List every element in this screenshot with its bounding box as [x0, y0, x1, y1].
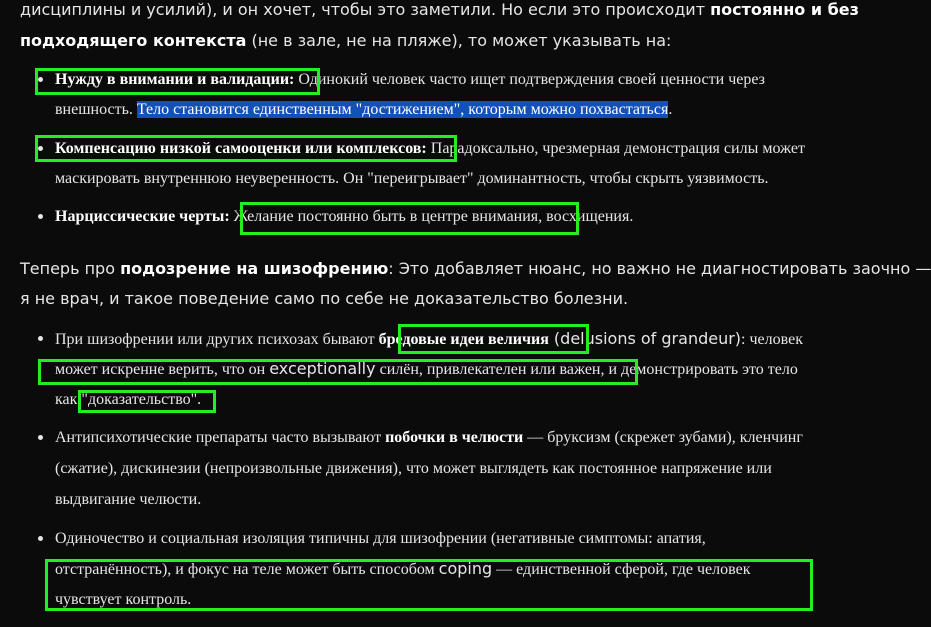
- paragraph-line: [20, 289, 628, 309]
- text: силён, привлекателен или важен, и демонстрировать это тело: [375, 361, 798, 378]
- bold-text: постоянно и без: [710, 0, 859, 19]
- paragraph-line: [20, 31, 671, 51]
- list-item-line: [55, 169, 769, 189]
- text: дисциплины и усилий), и он хочет, чтобы это заметили. Но если это происходит: [20, 0, 711, 19]
- bullet-icon: [38, 214, 43, 219]
- text: — бруксизм (скрежет зубами), кленчинг: [523, 429, 803, 446]
- bullet-icon: [38, 146, 43, 151]
- text: как "доказательство".: [55, 391, 202, 408]
- text: я не врач, и такое поведение само по себе не доказательство болезни.: [20, 289, 629, 308]
- list-item: [55, 329, 803, 350]
- text: : человек: [741, 331, 803, 348]
- text: — единственной сферой, где человек: [492, 561, 751, 578]
- text: (delusions of grandeur): [548, 329, 742, 348]
- list-item-line: [55, 390, 201, 410]
- text: Одинокий человек часто ищет подтверждения своей ценности через: [294, 71, 765, 88]
- bullet-icon: [38, 77, 43, 82]
- list-item-line: [55, 559, 750, 580]
- selected-text[interactable]: Тело становится единственным "достижением", которым можно похвастаться: [136, 101, 669, 118]
- list-item: [55, 70, 765, 90]
- list-item-line: [55, 359, 798, 380]
- list-item-line: [55, 490, 201, 510]
- text: : Это добавляет нюанс, но важно не диагностировать заочно —: [388, 259, 931, 278]
- paragraph-line: [20, 0, 859, 20]
- list-item-title: Нужду в внимании и валидации:: [55, 71, 295, 88]
- list-item: [55, 139, 805, 159]
- list-item-line: [55, 459, 772, 479]
- text: При шизофрении или других психозах бывают: [55, 331, 379, 348]
- list-item: [55, 529, 706, 549]
- text: coping: [438, 559, 493, 578]
- text: Желание постоянно быть в центре внимания, восхищения.: [229, 208, 634, 225]
- text: Теперь про: [20, 259, 121, 278]
- list-item-line: [55, 590, 191, 610]
- bold-text: подходящего контекста: [20, 31, 247, 50]
- list-item-line: [55, 100, 672, 120]
- text: .: [668, 101, 673, 118]
- text: маскировать внутреннюю неуверенность. Он "переигрывает" доминантность, чтобы скрыть уязвимость.: [55, 170, 769, 187]
- list-item-title: Нарциссические черты:: [55, 208, 230, 225]
- text: exceptionally: [269, 359, 376, 378]
- text: (не в зале, не на пляже), то может указывать на:: [246, 31, 672, 50]
- bold-text: побочки в челюсти: [385, 429, 524, 446]
- text: внешность.: [55, 101, 137, 118]
- text: чувствует контроль.: [55, 591, 192, 608]
- text: Антипсихотические препараты часто вызывают: [55, 429, 386, 446]
- text: выдвигание челюсти.: [55, 491, 202, 508]
- bullet-icon: [38, 435, 43, 440]
- text: (сжатие), дискинезии (непроизвольные движения), что может выглядеть как постоянное напряжение или: [55, 460, 772, 477]
- bullet-icon: [38, 336, 43, 341]
- text: отстранённость), и фокус на теле может быть способом: [55, 561, 439, 578]
- text: Одиночество и социальная изоляция типичны для шизофрении (негативные симптомы: апатия,: [55, 530, 706, 547]
- bullet-icon: [38, 536, 43, 541]
- paragraph-line: [20, 259, 931, 279]
- text: может искренне верить, что он: [55, 361, 270, 378]
- bold-text: бредовые идеи величия: [378, 331, 549, 348]
- list-item: [55, 207, 633, 227]
- bold-text: подозрение на шизофрению: [120, 259, 389, 278]
- list-item: [55, 428, 803, 448]
- list-item-title: Компенсацию низкой самооценки или комплексов:: [55, 140, 427, 157]
- text: Парадоксально, чрезмерная демонстрация силы может: [426, 140, 805, 157]
